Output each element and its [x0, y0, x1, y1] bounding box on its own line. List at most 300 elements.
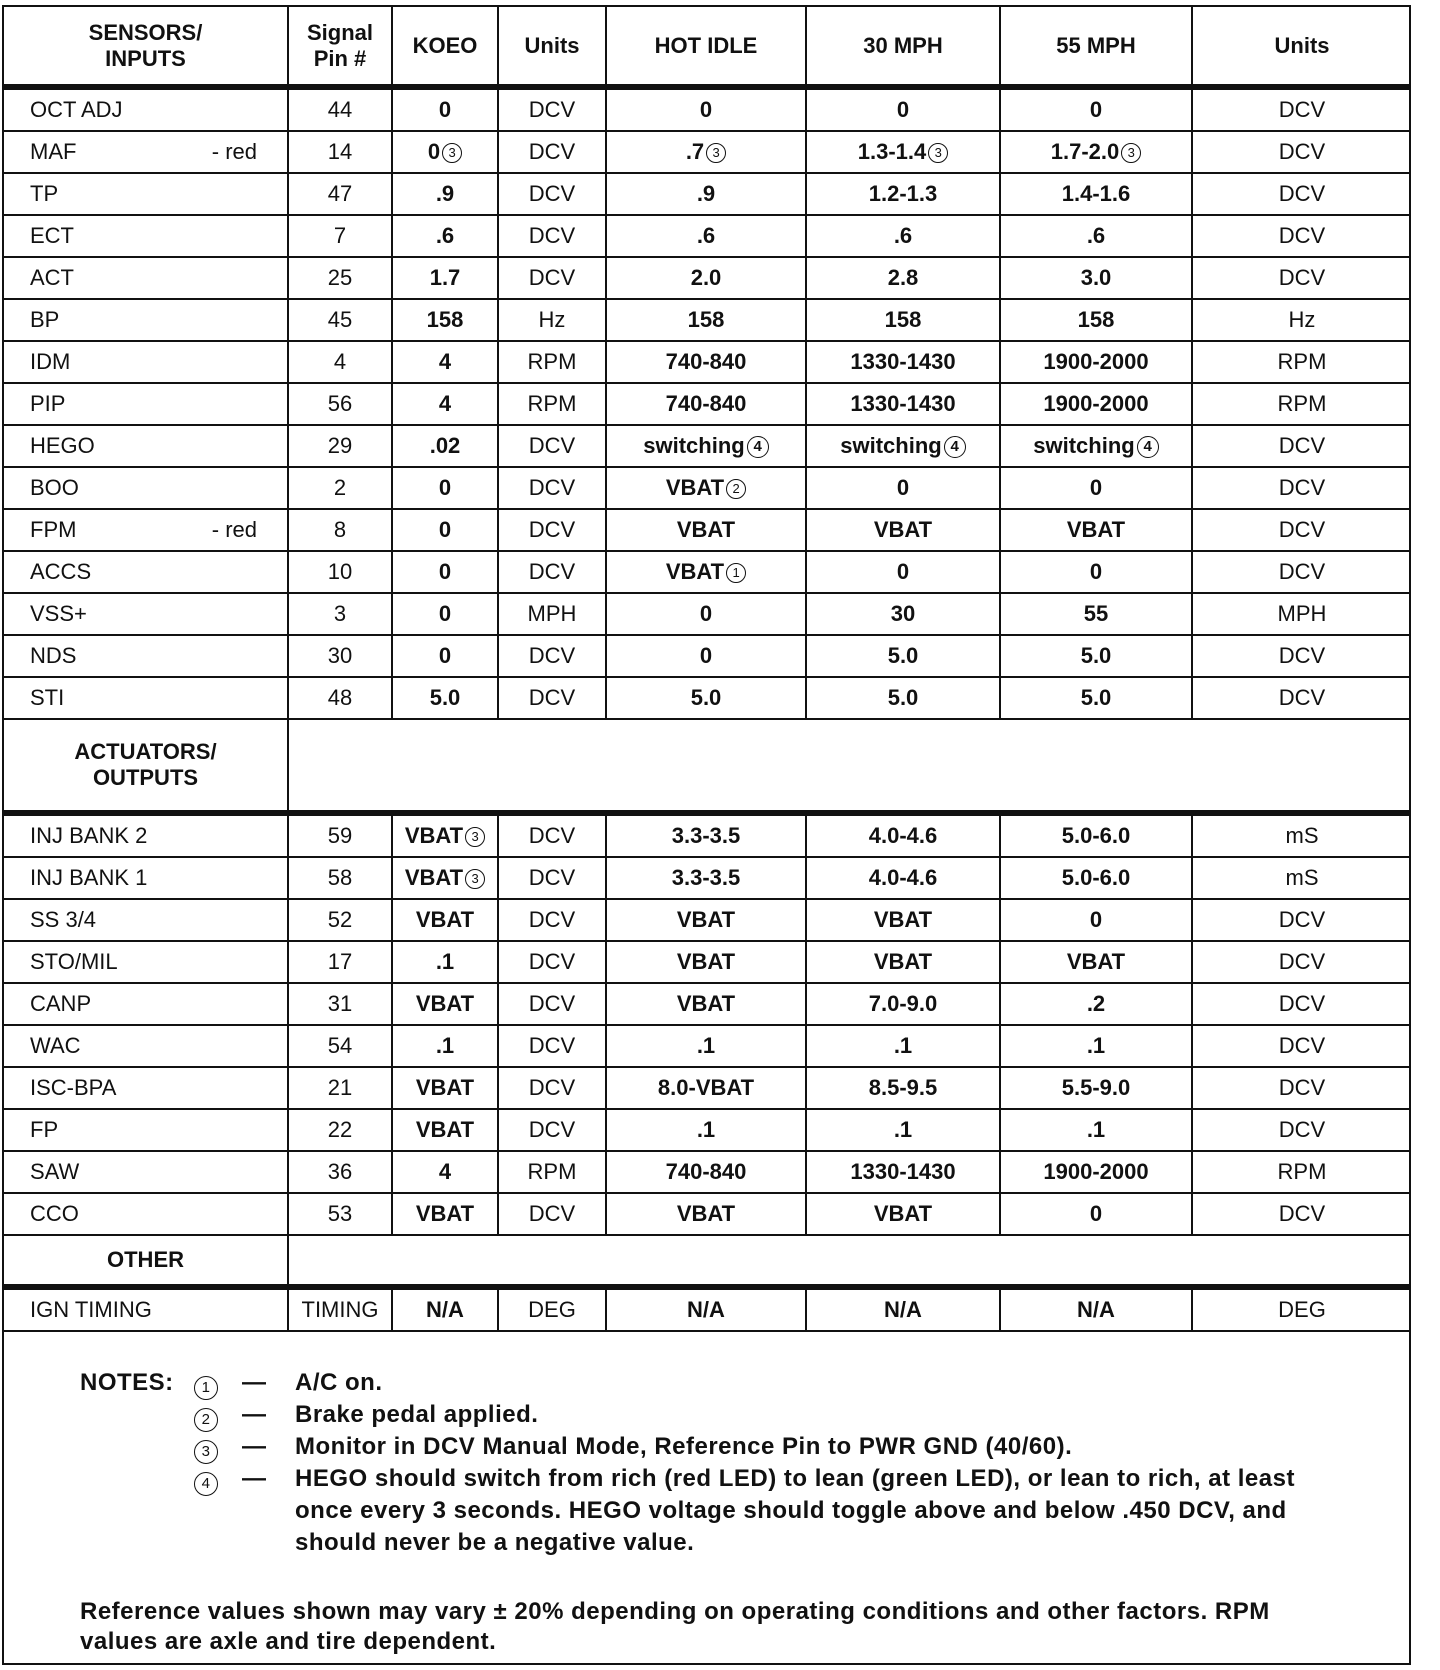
- mph55-cell: [1000, 1193, 1192, 1235]
- mph55-cell: [1000, 551, 1192, 593]
- units2-cell-value: mS: [1285, 865, 1319, 890]
- mph30-cell: [806, 425, 1000, 467]
- koeo-cell: [392, 509, 498, 551]
- hot-idle-cell-value: VBAT: [676, 517, 736, 542]
- row-label: [4, 941, 288, 983]
- hot-idle-cell-value: .9: [696, 181, 716, 206]
- mph30-cell: [806, 383, 1000, 425]
- row-label-text: TP: [30, 181, 59, 206]
- mph55-cell-value: .2: [1086, 991, 1106, 1016]
- mph30-cell-value: switching: [840, 433, 942, 458]
- table-row: [4, 677, 1411, 719]
- table-row: [4, 467, 1411, 509]
- units2-cell: [1192, 257, 1411, 299]
- reference-values-table: [4, 7, 1411, 1332]
- mph30-cell: [806, 341, 1000, 383]
- koeo-cell: [392, 215, 498, 257]
- note-ref-icon: 1: [726, 563, 746, 583]
- koeo-cell: [392, 467, 498, 509]
- note-text: A/C on.: [295, 1369, 383, 1396]
- koeo-cell: [392, 341, 498, 383]
- koeo-cell-value: N/A: [426, 1297, 464, 1322]
- hot-idle-cell-value: .6: [696, 223, 716, 248]
- hot-idle-cell-value: VBAT: [665, 475, 725, 500]
- mph30-cell-value: 1330-1430: [850, 349, 956, 374]
- units2-cell-value: RPM: [1277, 1159, 1327, 1184]
- mph55-cell: [1000, 635, 1192, 677]
- hot-idle-cell-value: switching: [643, 433, 745, 458]
- units-cell-value: MPH: [527, 601, 577, 626]
- outputs-section: [4, 813, 1411, 1235]
- table-row: [4, 1193, 1411, 1235]
- koeo-cell: [392, 983, 498, 1025]
- units2-cell: [1192, 509, 1411, 551]
- units2-cell: [1192, 1287, 1411, 1331]
- pin-cell: [288, 341, 392, 383]
- pin-cell: [288, 299, 392, 341]
- hot-idle-cell: [606, 941, 806, 983]
- row-label: [4, 677, 288, 719]
- hot-idle-cell: [606, 1025, 806, 1067]
- pin-cell: [288, 173, 392, 215]
- row-label: [4, 1067, 288, 1109]
- mph30-cell-value: N/A: [884, 1297, 922, 1322]
- note-item: [80, 1399, 1340, 1431]
- koeo-cell: [392, 1287, 498, 1331]
- mph55-cell-value: VBAT: [1066, 949, 1126, 974]
- units-cell: [498, 551, 606, 593]
- koeo-cell-value: 0: [438, 475, 452, 500]
- mph30-cell-value: 4.0-4.6: [868, 823, 938, 848]
- units-cell-value: DCV: [528, 1033, 576, 1058]
- note-ref-icon: 4: [747, 436, 769, 458]
- pin-cell-value: 58: [327, 865, 353, 890]
- hot-idle-cell: [606, 1193, 806, 1235]
- units-cell-value: RPM: [527, 1159, 577, 1184]
- mph55-cell: [1000, 593, 1192, 635]
- header-units: Units: [498, 7, 606, 87]
- koeo-cell-value: VBAT: [415, 1075, 475, 1100]
- units2-cell-value: DCV: [1278, 1201, 1326, 1226]
- units-cell: [498, 425, 606, 467]
- units2-cell: [1192, 857, 1411, 899]
- row-label-text: MAF: [30, 139, 77, 164]
- note-item: [80, 1367, 1340, 1399]
- koeo-cell-value: 0: [438, 97, 452, 122]
- koeo-cell: [392, 899, 498, 941]
- row-label: [4, 425, 288, 467]
- units2-cell: [1192, 1193, 1411, 1235]
- pin-cell-value: 53: [327, 1201, 353, 1226]
- pin-cell: [288, 899, 392, 941]
- pin-cell: [288, 1193, 392, 1235]
- koeo-cell: [392, 257, 498, 299]
- units-cell-value: DCV: [528, 949, 576, 974]
- note-ref-icon: 3: [706, 143, 726, 163]
- units-cell: [498, 257, 606, 299]
- row-label-text: CANP: [30, 991, 92, 1016]
- row-label-text: IGN TIMING: [30, 1297, 152, 1322]
- mph30-cell: [806, 1151, 1000, 1193]
- hot-idle-cell: [606, 87, 806, 131]
- mph30-cell-value: 7.0-9.0: [868, 991, 938, 1016]
- mph30-cell: [806, 173, 1000, 215]
- table-row: [4, 341, 1411, 383]
- units-cell: [498, 593, 606, 635]
- note-text: Monitor in DCV Manual Mode, Reference Pin to PWR GND (40/60).: [295, 1433, 1073, 1460]
- row-label-text: FPM: [30, 517, 77, 542]
- pin-cell-value: 3: [333, 601, 347, 626]
- pin-cell: [288, 257, 392, 299]
- units2-cell: [1192, 941, 1411, 983]
- units-cell-value: DCV: [528, 643, 576, 668]
- units-cell-value: DCV: [528, 181, 576, 206]
- actuators-outputs-label: ACTUATORS/ OUTPUTS: [4, 719, 288, 813]
- mph55-cell: [1000, 131, 1192, 173]
- units2-cell: [1192, 1109, 1411, 1151]
- units-cell: [498, 635, 606, 677]
- mph30-cell-value: 1.2-1.3: [868, 181, 938, 206]
- header-30-mph: 30 MPH: [806, 7, 1000, 87]
- mph55-cell-value: 5.0: [1080, 685, 1112, 710]
- mph55-cell-value: .1: [1086, 1117, 1106, 1142]
- units-cell: [498, 1025, 606, 1067]
- mph30-cell-value: 1330-1430: [850, 391, 956, 416]
- row-label: [4, 1025, 288, 1067]
- units2-cell: [1192, 87, 1411, 131]
- units-cell-value: RPM: [527, 391, 577, 416]
- note-ref-icon: 4: [1137, 436, 1159, 458]
- mph55-cell-value: 1900-2000: [1043, 349, 1149, 374]
- note-item: [80, 1431, 1340, 1463]
- koeo-cell: [392, 131, 498, 173]
- row-label: [4, 341, 288, 383]
- units-cell: [498, 813, 606, 857]
- row-label: [4, 1287, 288, 1331]
- koeo-cell: [392, 593, 498, 635]
- mph55-cell: [1000, 299, 1192, 341]
- units2-cell: [1192, 677, 1411, 719]
- pin-cell: [288, 215, 392, 257]
- row-label: [4, 1109, 288, 1151]
- units-cell: [498, 299, 606, 341]
- note-number: 1: [194, 1376, 218, 1400]
- units-cell-value: DCV: [528, 865, 576, 890]
- pin-cell-value: 29: [327, 433, 353, 458]
- koeo-cell: [392, 551, 498, 593]
- hot-idle-cell-value: VBAT: [676, 1201, 736, 1226]
- row-label: [4, 299, 288, 341]
- note-ref-icon: 4: [944, 436, 966, 458]
- koeo-cell-value: 4: [438, 391, 452, 416]
- mph30-cell: [806, 635, 1000, 677]
- units2-cell-value: RPM: [1277, 391, 1327, 416]
- pin-cell: [288, 509, 392, 551]
- pin-cell-value: 2: [333, 475, 347, 500]
- mph55-cell: [1000, 813, 1192, 857]
- other-section: [4, 1287, 1411, 1331]
- mph55-cell: [1000, 899, 1192, 941]
- units2-cell-value: DCV: [1278, 517, 1326, 542]
- koeo-cell-value: .9: [435, 181, 455, 206]
- row-label: [4, 257, 288, 299]
- hot-idle-cell-value: 740-840: [665, 349, 747, 374]
- hot-idle-cell: [606, 1287, 806, 1331]
- hot-idle-cell: [606, 467, 806, 509]
- other-section-header: [4, 1235, 1411, 1287]
- row-label-text: INJ BANK 1: [30, 865, 148, 890]
- row-label: [4, 899, 288, 941]
- units-cell-value: DCV: [528, 1201, 576, 1226]
- row-label-text: PIP: [30, 391, 66, 416]
- mph30-cell: [806, 1025, 1000, 1067]
- mph55-cell: [1000, 677, 1192, 719]
- notes-label: NOTES:: [80, 1369, 174, 1396]
- inputs-section: [4, 87, 1411, 719]
- mph30-cell-value: 0: [896, 97, 910, 122]
- mph55-cell-value: .1: [1086, 1033, 1106, 1058]
- row-label-text: OCT ADJ: [30, 97, 123, 122]
- mph30-cell: [806, 509, 1000, 551]
- pin-cell: [288, 1067, 392, 1109]
- table-row: [4, 173, 1411, 215]
- pin-cell: [288, 551, 392, 593]
- row-label: [4, 983, 288, 1025]
- mph30-cell-value: 4.0-4.6: [868, 865, 938, 890]
- units-cell: [498, 1193, 606, 1235]
- units-cell: [498, 1109, 606, 1151]
- row-label: [4, 173, 288, 215]
- diagnostic-reference-sheet: [2, 5, 1411, 1665]
- units-cell-value: DCV: [528, 685, 576, 710]
- hot-idle-cell-value: VBAT: [676, 949, 736, 974]
- koeo-cell: [392, 1067, 498, 1109]
- hot-idle-cell: [606, 593, 806, 635]
- units-cell: [498, 173, 606, 215]
- mph30-cell: [806, 215, 1000, 257]
- row-label: [4, 635, 288, 677]
- pin-cell-value: 7: [333, 223, 347, 248]
- units-cell-value: DCV: [528, 223, 576, 248]
- units2-cell: [1192, 813, 1411, 857]
- mph30-cell: [806, 87, 1000, 131]
- header-koeo: KOEO: [392, 7, 498, 87]
- units-cell-value: RPM: [527, 349, 577, 374]
- mph30-cell-value: VBAT: [873, 949, 933, 974]
- notes-block: [80, 1367, 1340, 1559]
- mph30-cell-value: 8.5-9.5: [868, 1075, 938, 1100]
- mph30-cell-value: 1.3-1.4: [857, 139, 927, 164]
- units2-cell: [1192, 383, 1411, 425]
- mph30-cell-value: .6: [893, 223, 913, 248]
- mph30-cell-value: .1: [893, 1033, 913, 1058]
- row-label: [4, 1193, 288, 1235]
- koeo-cell-value: 158: [426, 307, 464, 332]
- note-ref-icon: 3: [465, 869, 485, 889]
- mph55-cell-value: N/A: [1077, 1297, 1115, 1322]
- mph30-cell-value: 0: [896, 475, 910, 500]
- hot-idle-cell: [606, 509, 806, 551]
- mph55-cell: [1000, 257, 1192, 299]
- table-row: [4, 593, 1411, 635]
- units2-cell-value: DCV: [1278, 1033, 1326, 1058]
- actuators-section-header: [4, 719, 1411, 813]
- hot-idle-cell: [606, 857, 806, 899]
- units-cell: [498, 857, 606, 899]
- note-ref-icon: 3: [928, 143, 948, 163]
- units-cell: [498, 1151, 606, 1193]
- row-label-text: ACT: [30, 265, 74, 290]
- mph30-cell-value: 5.0: [887, 643, 919, 668]
- table-row: [4, 383, 1411, 425]
- units2-cell-value: DCV: [1278, 139, 1326, 164]
- note-ref-icon: 3: [442, 143, 462, 163]
- row-label: [4, 1151, 288, 1193]
- mph30-cell-value: VBAT: [873, 1201, 933, 1226]
- table-row: [4, 813, 1411, 857]
- mph30-cell: [806, 941, 1000, 983]
- units2-cell: [1192, 635, 1411, 677]
- mph30-cell: [806, 467, 1000, 509]
- units2-cell-value: DCV: [1278, 559, 1326, 584]
- hot-idle-cell-value: 2.0: [690, 265, 722, 290]
- koeo-cell: [392, 173, 498, 215]
- note-number-icon: [194, 1467, 218, 1499]
- units-cell-value: DCV: [528, 97, 576, 122]
- pin-cell-value: 10: [327, 559, 353, 584]
- units2-cell: [1192, 551, 1411, 593]
- koeo-cell-value: .6: [435, 223, 455, 248]
- row-label-text: STI: [30, 685, 65, 710]
- hot-idle-cell-value: 740-840: [665, 391, 747, 416]
- hot-idle-cell: [606, 341, 806, 383]
- units2-cell: [1192, 467, 1411, 509]
- units2-cell: [1192, 425, 1411, 467]
- hot-idle-cell-value: 5.0: [690, 685, 722, 710]
- units2-cell-value: DCV: [1278, 643, 1326, 668]
- units-cell: [498, 509, 606, 551]
- koeo-cell-value: 0: [438, 643, 452, 668]
- table-row: [4, 635, 1411, 677]
- table-row: [4, 131, 1411, 173]
- koeo-cell-value: .1: [435, 949, 455, 974]
- hot-idle-cell-value: .1: [696, 1033, 716, 1058]
- mph55-cell: [1000, 87, 1192, 131]
- mph55-cell: [1000, 857, 1192, 899]
- table-row: [4, 257, 1411, 299]
- pin-cell: [288, 635, 392, 677]
- mph30-cell: [806, 257, 1000, 299]
- mph55-cell-value: 0: [1089, 559, 1103, 584]
- koeo-cell-value: .1: [435, 1033, 455, 1058]
- units-cell-value: DCV: [528, 139, 576, 164]
- mph30-cell: [806, 857, 1000, 899]
- mph55-cell-value: 1900-2000: [1043, 391, 1149, 416]
- table-row: [4, 1067, 1411, 1109]
- table-row: [4, 215, 1411, 257]
- mph30-cell-value: 30: [890, 601, 916, 626]
- units2-cell-value: Hz: [1288, 307, 1316, 332]
- units-cell: [498, 383, 606, 425]
- mph30-cell-value: 5.0: [887, 685, 919, 710]
- units-cell-value: DCV: [528, 265, 576, 290]
- note-text: Brake pedal applied.: [295, 1401, 539, 1428]
- koeo-cell: [392, 425, 498, 467]
- note-dash: —: [242, 1433, 267, 1460]
- mph30-cell: [806, 299, 1000, 341]
- row-label-text: CCO: [30, 1201, 79, 1226]
- row-label: [4, 467, 288, 509]
- table-row: [4, 857, 1411, 899]
- pin-cell: [288, 1287, 392, 1331]
- koeo-cell: [392, 677, 498, 719]
- koeo-cell-value: VBAT: [415, 991, 475, 1016]
- pin-cell: [288, 467, 392, 509]
- units-cell-value: DCV: [528, 559, 576, 584]
- units-cell-value: DCV: [528, 907, 576, 932]
- koeo-cell-value: VBAT: [404, 865, 464, 890]
- hot-idle-cell: [606, 131, 806, 173]
- header-signal-pin: Signal Pin #: [288, 7, 392, 87]
- row-label-text: STO/MIL: [30, 949, 118, 974]
- hot-idle-cell: [606, 1109, 806, 1151]
- mph30-cell-value: 2.8: [887, 265, 919, 290]
- row-label-text: ISC-BPA: [30, 1075, 117, 1100]
- pin-cell: [288, 983, 392, 1025]
- pin-cell-value: 45: [327, 307, 353, 332]
- note-ref-icon: 3: [465, 827, 485, 847]
- hot-idle-cell: [606, 635, 806, 677]
- note-dash: —: [242, 1465, 267, 1492]
- koeo-cell: [392, 299, 498, 341]
- note-dash: —: [242, 1401, 267, 1428]
- units2-cell: [1192, 1067, 1411, 1109]
- koeo-cell-value: 4: [438, 1159, 452, 1184]
- pin-cell: [288, 1025, 392, 1067]
- note-number: 3: [194, 1440, 218, 1464]
- mph55-cell: [1000, 341, 1192, 383]
- mph55-cell-value: 0: [1089, 907, 1103, 932]
- pin-cell-value: 17: [327, 949, 353, 974]
- mph55-cell-value: 158: [1077, 307, 1115, 332]
- note-dash: —: [242, 1369, 267, 1396]
- units-cell: [498, 341, 606, 383]
- row-label-text: SAW: [30, 1159, 80, 1184]
- mph55-cell-value: 5.5-9.0: [1061, 1075, 1131, 1100]
- mph55-cell: [1000, 983, 1192, 1025]
- mph55-cell: [1000, 383, 1192, 425]
- units2-cell: [1192, 593, 1411, 635]
- units-cell-value: DCV: [528, 475, 576, 500]
- hot-idle-cell-value: 0: [699, 643, 713, 668]
- row-label: [4, 813, 288, 857]
- mph55-cell-value: 1900-2000: [1043, 1159, 1149, 1184]
- mph55-cell-value: .6: [1086, 223, 1106, 248]
- units2-cell-value: DCV: [1278, 475, 1326, 500]
- table-row: [4, 551, 1411, 593]
- units2-cell: [1192, 299, 1411, 341]
- units2-cell: [1192, 983, 1411, 1025]
- units2-cell-value: DCV: [1278, 1075, 1326, 1100]
- note-number: 4: [194, 1472, 218, 1496]
- mph55-cell-value: 5.0: [1080, 643, 1112, 668]
- koeo-cell: [392, 87, 498, 131]
- hot-idle-cell-value: VBAT: [676, 907, 736, 932]
- hot-idle-cell: [606, 983, 806, 1025]
- units-cell-value: Hz: [538, 307, 566, 332]
- units-cell: [498, 131, 606, 173]
- row-label-text: WAC: [30, 1033, 81, 1058]
